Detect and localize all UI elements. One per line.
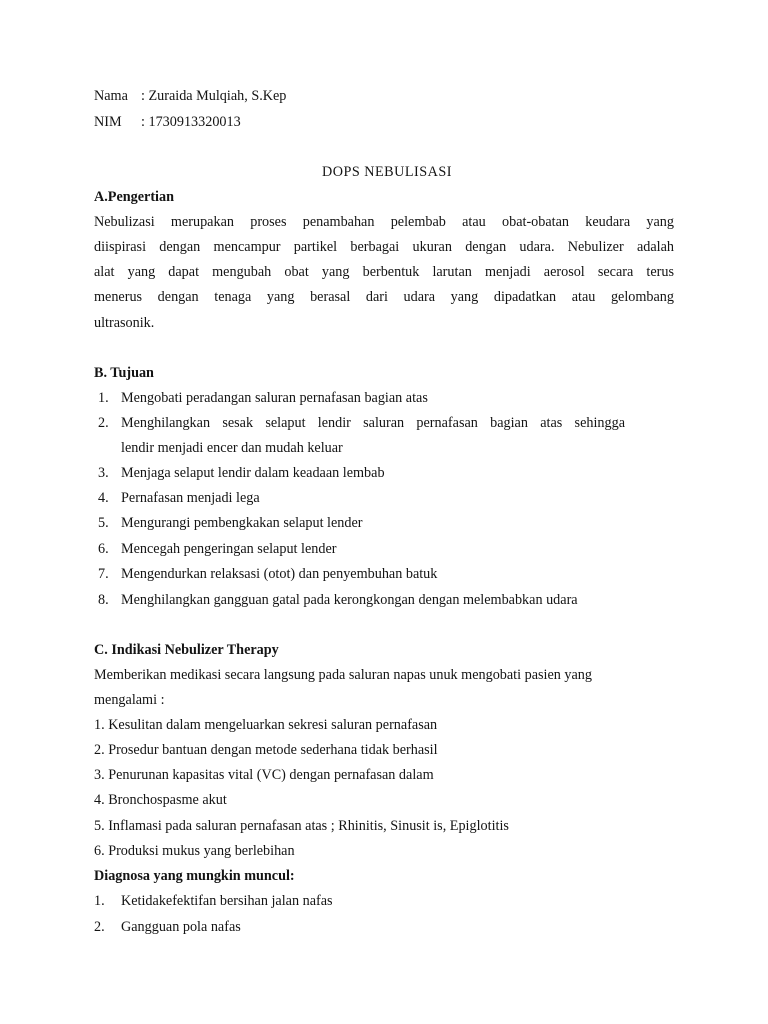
list-item-number: 2. (98, 415, 109, 431)
section-a-line: menerus dengan tenaga yang berasal dari udara yang dipadatkan atau gelombang (94, 289, 674, 305)
section-a-line: ultrasonik. (94, 315, 155, 331)
indication-item: 2. Prosedur bantuan dengan metode sederhana tidak berhasil (94, 742, 438, 758)
nim-row (94, 113, 241, 131)
list-item-text: Mengendurkan relaksasi (otot) dan penyembuhan batuk (121, 566, 438, 582)
list-item-number: 4. (98, 490, 109, 506)
diagnosa-item-number: 2. (94, 919, 105, 935)
section-c-heading: C. Indikasi Nebulizer Therapy (94, 642, 279, 658)
list-item-text: Mengurangi pembengkakan selaput lender (121, 515, 363, 531)
section-a-heading: A.Pengertian (94, 189, 174, 205)
section-a-line: diispirasi dengan mencampur partikel berbagai ukuran dengan udara. Nebulizer adalah (94, 239, 674, 255)
indication-item: 1. Kesulitan dalam mengeluarkan sekresi saluran pernafasan (94, 717, 438, 733)
indication-item: 4. Bronchospasme akut (94, 792, 227, 808)
indication-item: 5. Inflamasi pada saluran pernafasan atas ; Rhinitis, Sinusit is, Epiglotitis (94, 818, 509, 834)
diagnosa-item-text: Ketidakefektifan bersihan jalan nafas (121, 893, 333, 909)
name-row (94, 87, 286, 105)
list-item-number: 6. (98, 541, 109, 557)
list-item-number: 1. (98, 390, 109, 406)
nim-label: NIM (94, 114, 122, 130)
list-item-text: Menghilangkan gangguan gatal pada kerongkongan dengan melembabkan udara (121, 592, 578, 608)
list-item-number: 3. (98, 465, 109, 481)
list-item-number: 8. (98, 592, 109, 608)
list-item-text: Mencegah pengeringan selaput lender (121, 541, 337, 557)
indication-item: 3. Penurunan kapasitas vital (VC) dengan pernafasan dalam (94, 767, 434, 783)
nim-value: : 1730913320013 (141, 114, 241, 130)
list-item-text: Menghilangkan sesak selaput lendir saluran pernafasan bagian atas sehingga (121, 415, 625, 431)
section-c-intro: Memberikan medikasi secara langsung pada saluran napas unuk mengobati pasien yang (94, 667, 592, 683)
list-item-number: 7. (98, 566, 109, 582)
section-b-heading: B. Tujuan (94, 365, 154, 381)
list-item-text: Pernafasan menjadi lega (121, 490, 260, 506)
name-value: : Zuraida Mulqiah, S.Kep (141, 88, 287, 104)
list-item-text: Mengobati peradangan saluran pernafasan bagian atas (121, 390, 428, 406)
list-item-continuation: lendir menjadi encer dan mudah keluar (121, 440, 343, 456)
document-title: DOPS NEBULISASI (321, 164, 453, 180)
section-a-line: alat yang dapat mengubah obat yang berbentuk larutan menjadi aerosol secara terus (94, 264, 674, 280)
list-item-number: 5. (98, 515, 109, 531)
section-c-intro: mengalami : (94, 692, 165, 708)
list-item-text: Menjaga selaput lendir dalam keadaan lembab (121, 465, 385, 481)
diagnosa-item-number: 1. (94, 893, 105, 909)
indication-item: 6. Produksi mukus yang berlebihan (94, 843, 295, 859)
section-a-line: Nebulizasi merupakan proses penambahan pelembab atau obat-obatan keudara yang (94, 214, 674, 230)
diagnosa-heading: Diagnosa yang mungkin muncul: (94, 868, 295, 884)
name-label: Nama (94, 88, 128, 104)
diagnosa-item-text: Gangguan pola nafas (121, 919, 241, 935)
